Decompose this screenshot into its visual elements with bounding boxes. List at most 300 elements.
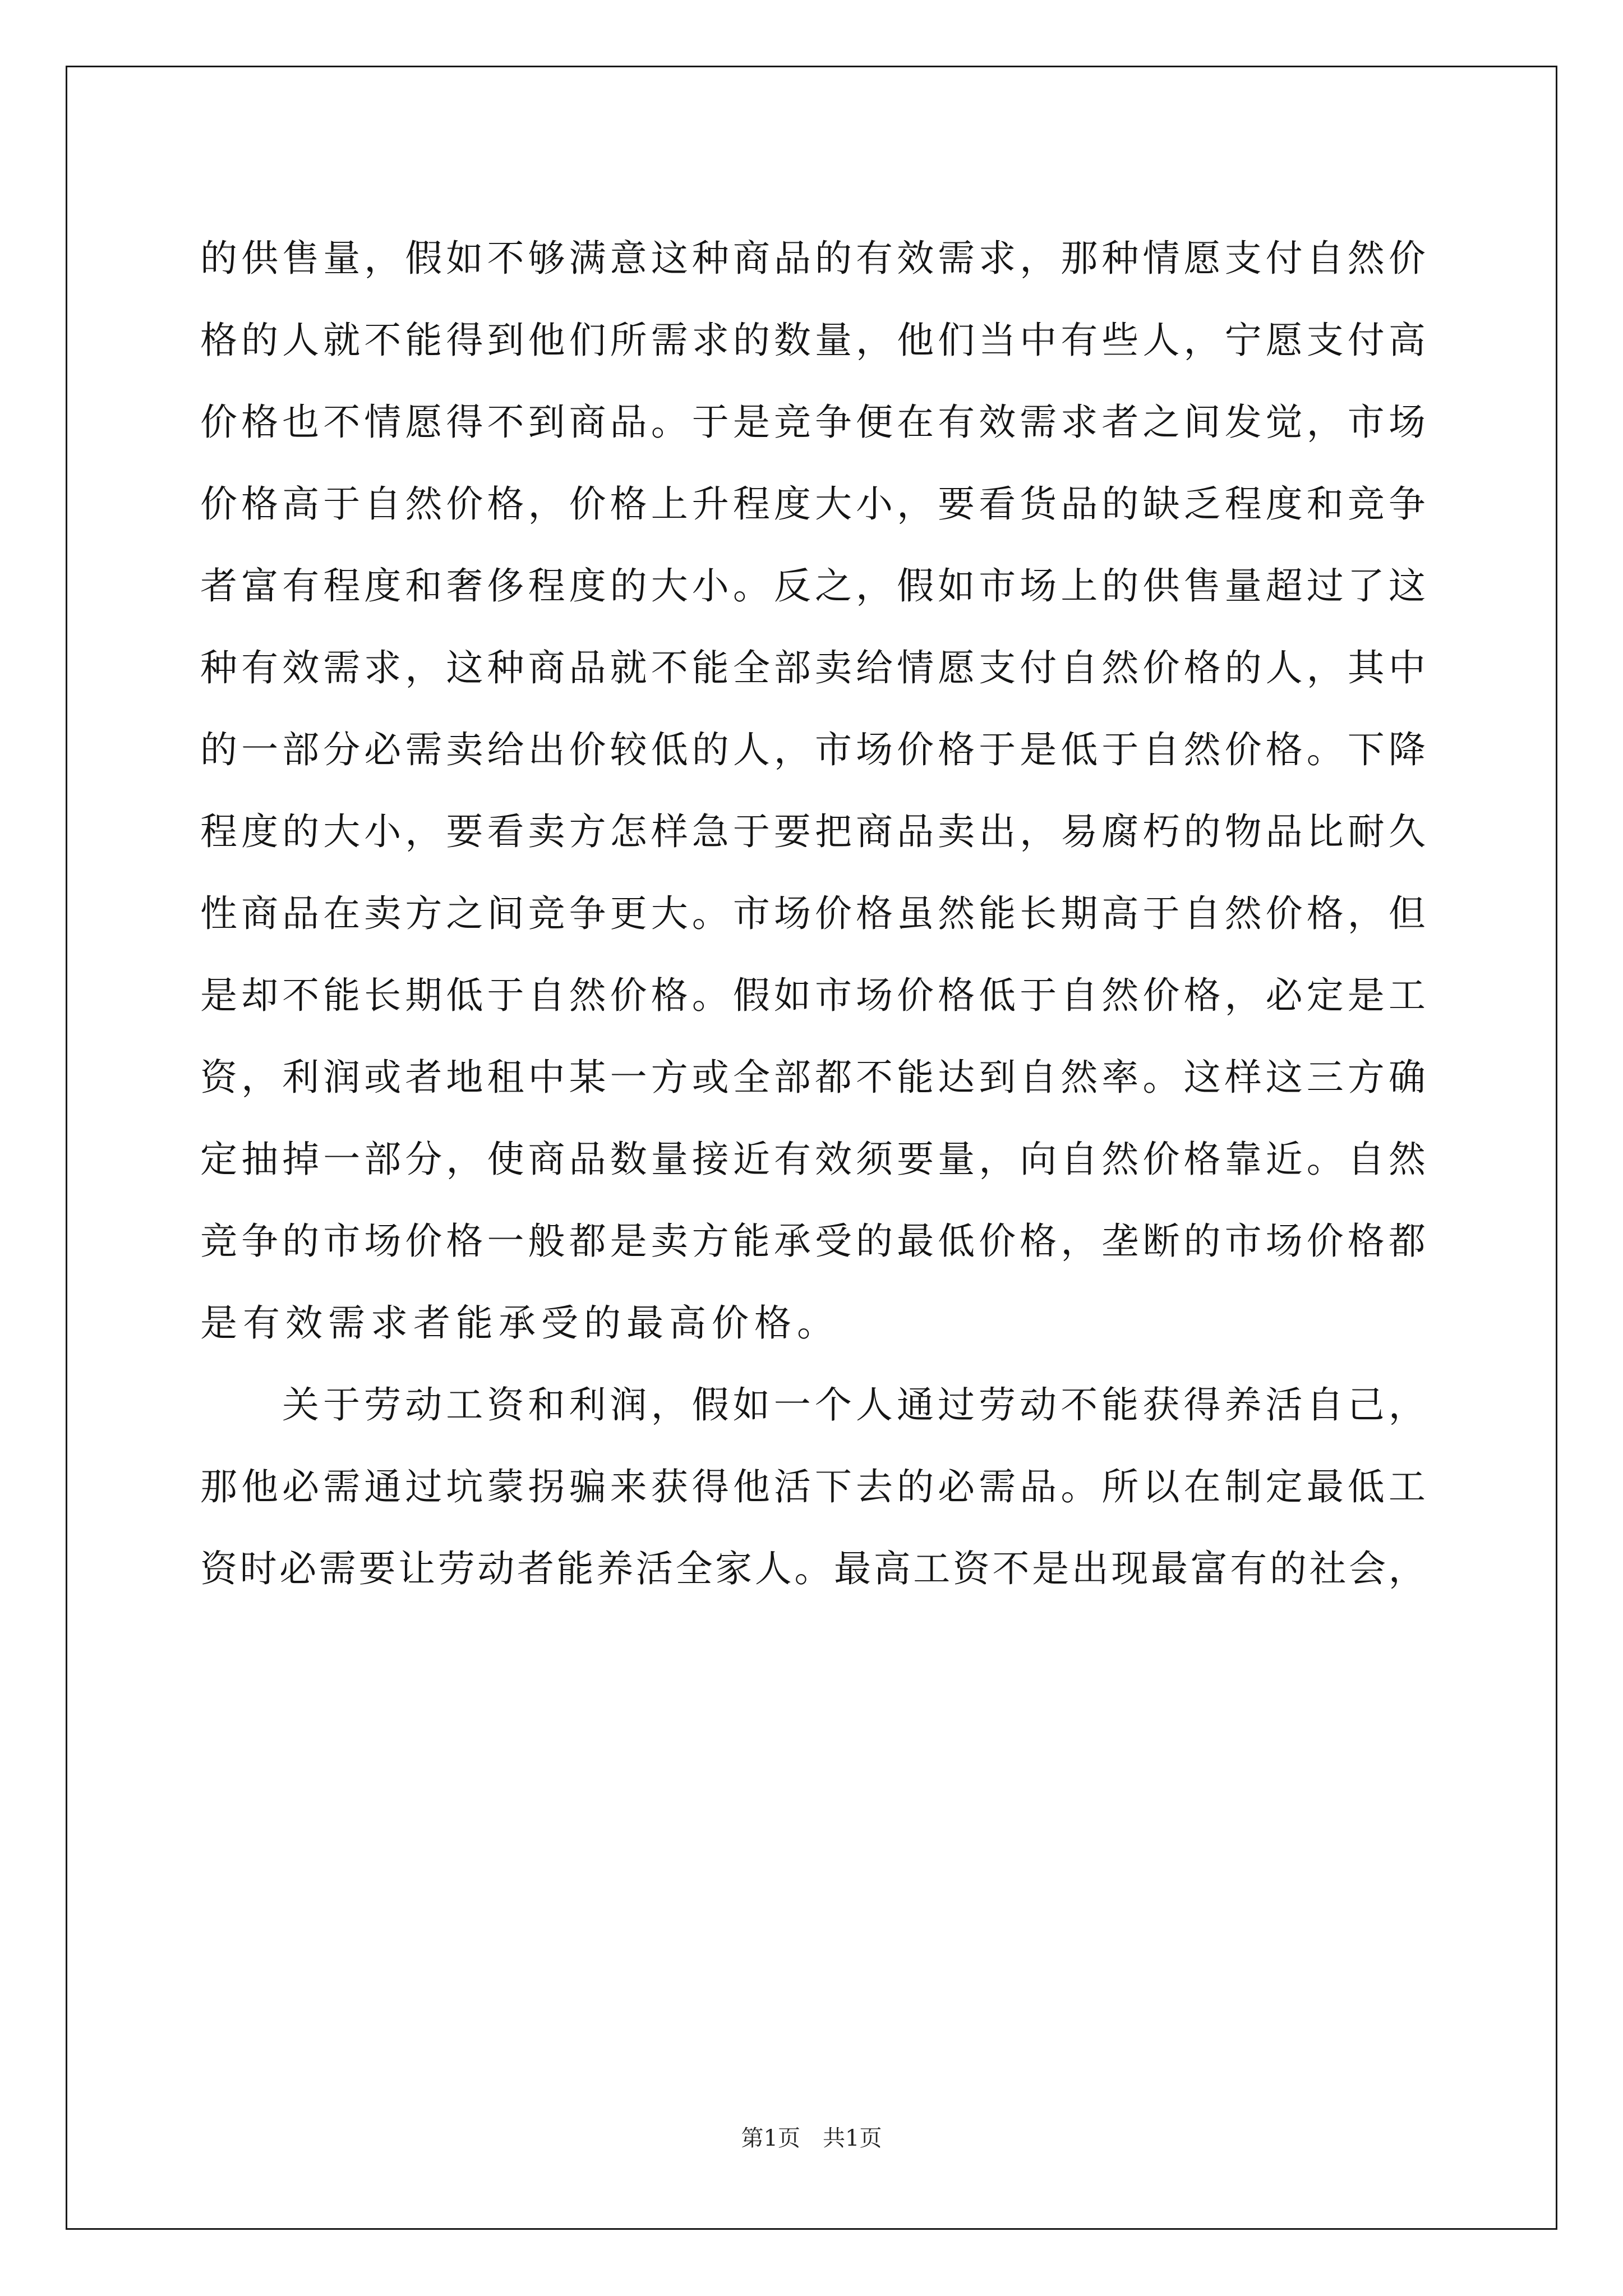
text-char: 分 — [323, 728, 361, 771]
text-char: 需 — [319, 1547, 356, 1590]
text-char: 己 — [1347, 1383, 1385, 1427]
text-char: 工 — [1388, 1465, 1426, 1508]
text-char: 大 — [651, 892, 688, 935]
text-char: ， — [1388, 1547, 1426, 1590]
text-char: 看 — [979, 482, 1016, 526]
text-char: 供 — [241, 237, 279, 280]
text-char: 需 — [1020, 401, 1057, 444]
text-char: 格 — [1183, 1138, 1221, 1181]
text-char: 品 — [897, 810, 934, 853]
text-char: 卖 — [364, 892, 402, 935]
text-char: 然 — [569, 974, 606, 1017]
text-char: 获 — [651, 1465, 688, 1508]
text-char: 是 — [1032, 1547, 1069, 1590]
text-char: 市 — [814, 728, 852, 771]
text-char: 于 — [487, 974, 524, 1017]
text-char: 通 — [896, 1383, 934, 1427]
text-char: 抽 — [241, 1138, 279, 1181]
text-char: 竞 — [773, 401, 811, 444]
text-char: ， — [405, 810, 442, 853]
text-char: 所 — [1101, 1465, 1139, 1508]
text-char: 数 — [773, 319, 811, 362]
text-char: 竞 — [200, 1220, 237, 1263]
text-line — [200, 1446, 1426, 1528]
text-char: 期 — [1061, 892, 1098, 935]
text-char: 格 — [856, 892, 893, 935]
page-total: 共1页 — [823, 2125, 882, 2151]
text-char: 到 — [528, 401, 565, 444]
text-char: 下 — [1347, 728, 1385, 771]
text-char: 商 — [856, 810, 893, 853]
text-char: 价 — [1265, 892, 1303, 935]
text-char: 之 — [1142, 401, 1180, 444]
text-char: 支 — [1306, 319, 1344, 362]
text-char: 确 — [1388, 1056, 1426, 1099]
text-char: 格 — [241, 401, 279, 444]
text-char: 租 — [487, 1056, 524, 1099]
text-char: 商 — [528, 646, 565, 689]
text-char: 利 — [569, 1383, 606, 1427]
text-char: 于 — [732, 810, 770, 853]
text-char: 不 — [364, 319, 402, 362]
text-char: 如 — [446, 237, 483, 280]
text-char: 拐 — [528, 1465, 565, 1508]
text-char: 程 — [323, 564, 361, 608]
text-char: 市 — [814, 974, 852, 1017]
text-char: 量 — [938, 1138, 975, 1181]
text-char: 资 — [487, 1383, 524, 1427]
text-char: 都 — [814, 1056, 852, 1099]
text-char: 怎 — [610, 810, 647, 853]
text-char: 需 — [651, 319, 688, 362]
text-char: 然 — [1101, 974, 1139, 1017]
text-char: 是 — [610, 1220, 647, 1263]
text-char: 场 — [364, 1220, 402, 1263]
text-char: 的 — [814, 237, 852, 280]
text-char: 自 — [1061, 974, 1098, 1017]
text-char: 求 — [1061, 401, 1098, 444]
text-char: 他 — [897, 319, 934, 362]
text-char: 量 — [1224, 564, 1262, 608]
text-char: 缺 — [1142, 482, 1180, 526]
text-char: 侈 — [487, 564, 524, 608]
text-char: 的 — [732, 319, 770, 362]
text-char: 自 — [1061, 646, 1098, 689]
text-char: 有 — [938, 401, 975, 444]
text-line — [200, 1528, 1426, 1610]
text-char: 人 — [282, 319, 320, 362]
text-char: 格 — [446, 1220, 483, 1263]
text-char: 或 — [691, 1056, 729, 1099]
text-char: 定 — [1265, 1465, 1303, 1508]
text-char: 到 — [979, 1056, 1016, 1099]
text-char: 。 — [1306, 728, 1344, 771]
text-char: 不 — [856, 1056, 893, 1099]
text-char: 商 — [569, 401, 606, 444]
text-char: 低 — [1347, 1465, 1385, 1508]
text-char: 给 — [856, 646, 893, 689]
text-char: 必 — [364, 728, 402, 771]
text-char: 价 — [1224, 728, 1262, 771]
text-char: 场 — [1020, 564, 1057, 608]
page-footer — [0, 2120, 1623, 2152]
text-char: 他 — [241, 1465, 279, 1508]
text-line — [200, 709, 1426, 791]
text-char: 就 — [610, 646, 647, 689]
text-char: 在 — [897, 401, 934, 444]
text-char: 的 — [856, 1220, 893, 1263]
text-char: 有 — [282, 564, 320, 608]
text-char: 格 — [938, 974, 975, 1017]
text-char: 大 — [814, 482, 852, 526]
text-char: 然 — [405, 482, 442, 526]
text-char: 他 — [528, 319, 565, 362]
text-char: 者 — [1101, 401, 1139, 444]
text-char: 的 — [691, 728, 729, 771]
text-char: 价 — [569, 482, 606, 526]
text-char: 率 — [1101, 1056, 1139, 1099]
text-char: 需 — [979, 1465, 1016, 1508]
text-char: 人 — [1265, 646, 1303, 689]
text-char: 品 — [569, 1138, 606, 1181]
text-char: 价 — [897, 974, 934, 1017]
text-char: 间 — [487, 892, 524, 935]
text-char: 耐 — [1347, 810, 1385, 853]
text-char: 价 — [200, 482, 237, 526]
text-char: 把 — [814, 810, 852, 853]
text-char: 富 — [241, 564, 279, 608]
text-char: 之 — [814, 564, 852, 608]
text-char: 种 — [200, 646, 237, 689]
text-char: 商 — [528, 1138, 565, 1181]
text-char: ， — [1306, 646, 1344, 689]
text-char: 出 — [1071, 1547, 1109, 1590]
text-char: 近 — [1265, 1138, 1303, 1181]
text-char: 低 — [651, 728, 688, 771]
text-char: 社 — [1309, 1547, 1347, 1590]
text-char: 格 — [1183, 974, 1221, 1017]
text-char: 种 — [691, 237, 729, 280]
text-char: 期 — [405, 974, 442, 1017]
text-line — [200, 627, 1426, 709]
text-char: 部 — [364, 1138, 402, 1181]
text-char: ， — [1061, 1220, 1098, 1263]
text-char: 全 — [675, 1547, 713, 1590]
text-char: 高 — [1388, 319, 1426, 362]
text-char: 市 — [979, 564, 1016, 608]
text-char: 会 — [1349, 1547, 1386, 1590]
text-char: 就 — [323, 319, 361, 362]
text-char: 的 — [1224, 646, 1262, 689]
text-char: 于 — [323, 1383, 361, 1427]
text-char: ， — [241, 1056, 279, 1099]
text-char: 都 — [1388, 1220, 1426, 1263]
text-char: 受 — [814, 1220, 852, 1263]
text-char: 都 — [569, 1220, 606, 1263]
text-char: 制 — [1224, 1465, 1262, 1508]
text-char: 度 — [773, 482, 811, 526]
text-char: 劳 — [364, 1383, 402, 1427]
text-char: 价 — [1142, 646, 1180, 689]
text-char: ， — [1183, 319, 1221, 362]
text-char: 过 — [1306, 564, 1344, 608]
text-char: 求 — [691, 319, 729, 362]
text-char: 然 — [1388, 1138, 1426, 1181]
text-char: 劳 — [979, 1383, 1016, 1427]
text-char: ， — [1020, 810, 1057, 853]
text-char: 全 — [732, 646, 770, 689]
text-char: ， — [651, 1383, 688, 1427]
text-char: 必 — [1265, 974, 1303, 1017]
text-char: 假 — [691, 1383, 729, 1427]
text-char: 假 — [897, 564, 934, 608]
text-char: 于 — [1142, 892, 1180, 935]
text-char: 定 — [1306, 974, 1344, 1017]
text-char: 腐 — [1101, 810, 1139, 853]
text-char: 能 — [691, 646, 729, 689]
text-char: 场 — [856, 974, 893, 1017]
text-char: 坑 — [446, 1465, 483, 1508]
text-char: 于 — [323, 482, 361, 526]
text-char: 品 — [1265, 810, 1303, 853]
text-char: 。 — [691, 974, 729, 1017]
text-char: 的 — [200, 728, 237, 771]
text-char: ， — [856, 319, 893, 362]
text-char: 要 — [773, 810, 811, 853]
text-char: 商 — [241, 892, 279, 935]
text-char: 种 — [487, 646, 524, 689]
text-char: 竞 — [528, 892, 565, 935]
text-char: 某 — [569, 1056, 606, 1099]
text-char: 骗 — [569, 1465, 606, 1508]
text-char: 争 — [241, 1220, 279, 1263]
text-char: 是 — [1347, 974, 1385, 1017]
text-char: 这 — [1183, 1056, 1221, 1099]
text-char: 掉 — [282, 1138, 320, 1181]
text-char: 出 — [528, 728, 565, 771]
text-char: 如 — [773, 974, 811, 1017]
text-char: 利 — [282, 1056, 320, 1099]
text-char: 度 — [364, 564, 402, 608]
text-char: 三 — [1306, 1056, 1344, 1099]
text-line — [200, 873, 1426, 955]
text-char: 劳 — [437, 1547, 475, 1590]
text-char: 量 — [323, 237, 361, 280]
text-char: ， — [364, 237, 402, 280]
text-char: 方 — [569, 810, 606, 853]
text-char: ， — [405, 646, 442, 689]
text-char: 价 — [979, 1220, 1016, 1263]
text-char: ， — [1347, 892, 1385, 935]
text-char: 付 — [1347, 319, 1385, 362]
text-char: 更 — [610, 892, 647, 935]
text-char: 价 — [1142, 974, 1180, 1017]
text-char: 格 — [938, 728, 975, 771]
text-line — [200, 1119, 1426, 1200]
text-char: 断 — [1142, 1220, 1180, 1263]
text-char: 通 — [364, 1465, 402, 1508]
text-char: 最 — [1306, 1465, 1344, 1508]
text-char: 但 — [1388, 892, 1426, 935]
text-char: 长 — [364, 974, 402, 1017]
text-char: 下 — [814, 1465, 852, 1508]
text-char: 不 — [487, 401, 524, 444]
text-char: 格 — [200, 319, 237, 362]
text-char: 不 — [323, 401, 361, 444]
text-char: 愿 — [938, 646, 975, 689]
text-char: 价 — [1306, 1220, 1344, 1263]
text-char: 朽 — [1142, 810, 1180, 853]
text-char: 格 — [241, 482, 279, 526]
text-char: 争 — [569, 892, 606, 935]
text-char: 觉 — [1265, 401, 1303, 444]
text-char: 最 — [834, 1547, 871, 1590]
text-char: 般 — [528, 1220, 565, 1263]
page-number: 第1页 — [741, 2125, 800, 2151]
text-line — [200, 463, 1426, 545]
text-char: 假 — [732, 974, 770, 1017]
text-char: 过 — [405, 1465, 442, 1508]
text-char: 宁 — [1224, 319, 1262, 362]
text-char: 满 — [569, 237, 606, 280]
text-char: 富 — [1190, 1547, 1228, 1590]
text-char: 品 — [1061, 482, 1098, 526]
text-char: 得 — [691, 1465, 729, 1508]
text-char: 方 — [651, 1056, 688, 1099]
text-char: 得 — [446, 319, 483, 362]
text-line — [200, 791, 1426, 873]
text-char: 市 — [1224, 1220, 1262, 1263]
text-char: 品 — [569, 646, 606, 689]
text-char: 当 — [979, 319, 1016, 362]
text-char: 动 — [1020, 1383, 1057, 1427]
text-line — [200, 300, 1426, 381]
text-char: 和 — [405, 564, 442, 608]
text-char: 地 — [446, 1056, 483, 1099]
text-char: 效 — [814, 1138, 852, 1181]
text-char: 度 — [1265, 482, 1303, 526]
text-char: 不 — [651, 646, 688, 689]
text-char: 自 — [1306, 237, 1344, 280]
text-char: 部 — [282, 728, 320, 771]
text-char: 供 — [1142, 564, 1180, 608]
text-char: 必 — [279, 1547, 317, 1590]
text-char: 或 — [364, 1056, 402, 1099]
text-char: 人 — [754, 1547, 792, 1590]
text-char: 资 — [200, 1056, 237, 1099]
text-char: 所 — [610, 319, 647, 362]
text-char: 种 — [1101, 237, 1139, 280]
text-char: 自 — [1020, 1056, 1057, 1099]
text-char: 市 — [732, 892, 770, 935]
text-char: ， — [773, 728, 811, 771]
text-char: 场 — [1388, 401, 1426, 444]
text-char: 不 — [282, 974, 320, 1017]
text-char: 能 — [1101, 1383, 1139, 1427]
text-char: 效 — [897, 237, 934, 280]
text-char: 自 — [528, 974, 565, 1017]
text-char: 人 — [732, 728, 770, 771]
text-char: 价 — [1142, 1138, 1180, 1181]
text-char: 。 — [651, 401, 688, 444]
text-char: 关 — [282, 1383, 319, 1427]
text-char: 物 — [1224, 810, 1262, 853]
text-char: 场 — [856, 728, 893, 771]
text-char: 。 — [1306, 1138, 1344, 1181]
text-line — [200, 1200, 1426, 1282]
text-char: 较 — [610, 728, 647, 771]
text-char: 们 — [569, 319, 606, 362]
text-char: 。 — [1061, 1465, 1098, 1508]
text-char: 价 — [405, 1220, 442, 1263]
text-char: 低 — [979, 974, 1016, 1017]
text-char: 求 — [979, 237, 1016, 280]
text-char: 急 — [691, 810, 729, 853]
text-char: 是 — [732, 401, 770, 444]
text-char: 全 — [732, 1056, 770, 1099]
text-char: 部 — [773, 1056, 811, 1099]
text-char: 和 — [528, 1383, 565, 1427]
text-char: 价 — [446, 482, 483, 526]
text-char: 者 — [405, 1056, 442, 1099]
text-char: ， — [1224, 974, 1262, 1017]
text-char: 价 — [569, 728, 606, 771]
text-char: 于 — [691, 401, 729, 444]
text-char: 价 — [610, 974, 647, 1017]
text-char: 的 — [1183, 1220, 1221, 1263]
text-char: 一 — [610, 1056, 647, 1099]
text-char: 量 — [814, 319, 852, 362]
text-char: 这 — [1265, 1056, 1303, 1099]
text-char: 效 — [282, 646, 320, 689]
text-char: 格 — [1020, 1220, 1057, 1263]
text-char: 润 — [610, 1383, 647, 1427]
text-char: 有 — [1230, 1547, 1267, 1590]
text-char: ， — [979, 1138, 1016, 1181]
text-char: 卖 — [446, 728, 483, 771]
text-char: 了 — [1347, 564, 1385, 608]
text-char: 自 — [1183, 892, 1221, 935]
text-char: 能 — [979, 892, 1016, 935]
text-char: 升 — [691, 482, 729, 526]
text-char: 润 — [323, 1056, 361, 1099]
text-char: 须 — [856, 1138, 893, 1181]
document-body — [200, 218, 1426, 1610]
text-char: 靠 — [1224, 1138, 1262, 1181]
text-char: 的 — [1101, 482, 1139, 526]
text-char: 于 — [1101, 728, 1139, 771]
text-char: 有 — [856, 237, 893, 280]
text-char: 中 — [1388, 646, 1426, 689]
text-char: 愿 — [405, 401, 442, 444]
text-char: 假 — [405, 237, 442, 280]
text-char: 价 — [814, 892, 852, 935]
text-char: 近 — [732, 1138, 770, 1181]
text-char: 却 — [241, 974, 279, 1017]
text-char: 的 — [610, 564, 647, 608]
text-char: 这 — [651, 237, 688, 280]
text-line — [200, 381, 1426, 463]
text-char: 动 — [405, 1383, 442, 1427]
text-char: 品 — [773, 237, 811, 280]
text-char: 支 — [979, 646, 1016, 689]
text-char: 那 — [200, 1465, 237, 1508]
text-char: 分 — [405, 1138, 442, 1181]
text-char: 养 — [1224, 1383, 1262, 1427]
text-char: 一 — [323, 1138, 361, 1181]
text-char: 久 — [1388, 810, 1426, 853]
text-char: 的 — [241, 319, 279, 362]
